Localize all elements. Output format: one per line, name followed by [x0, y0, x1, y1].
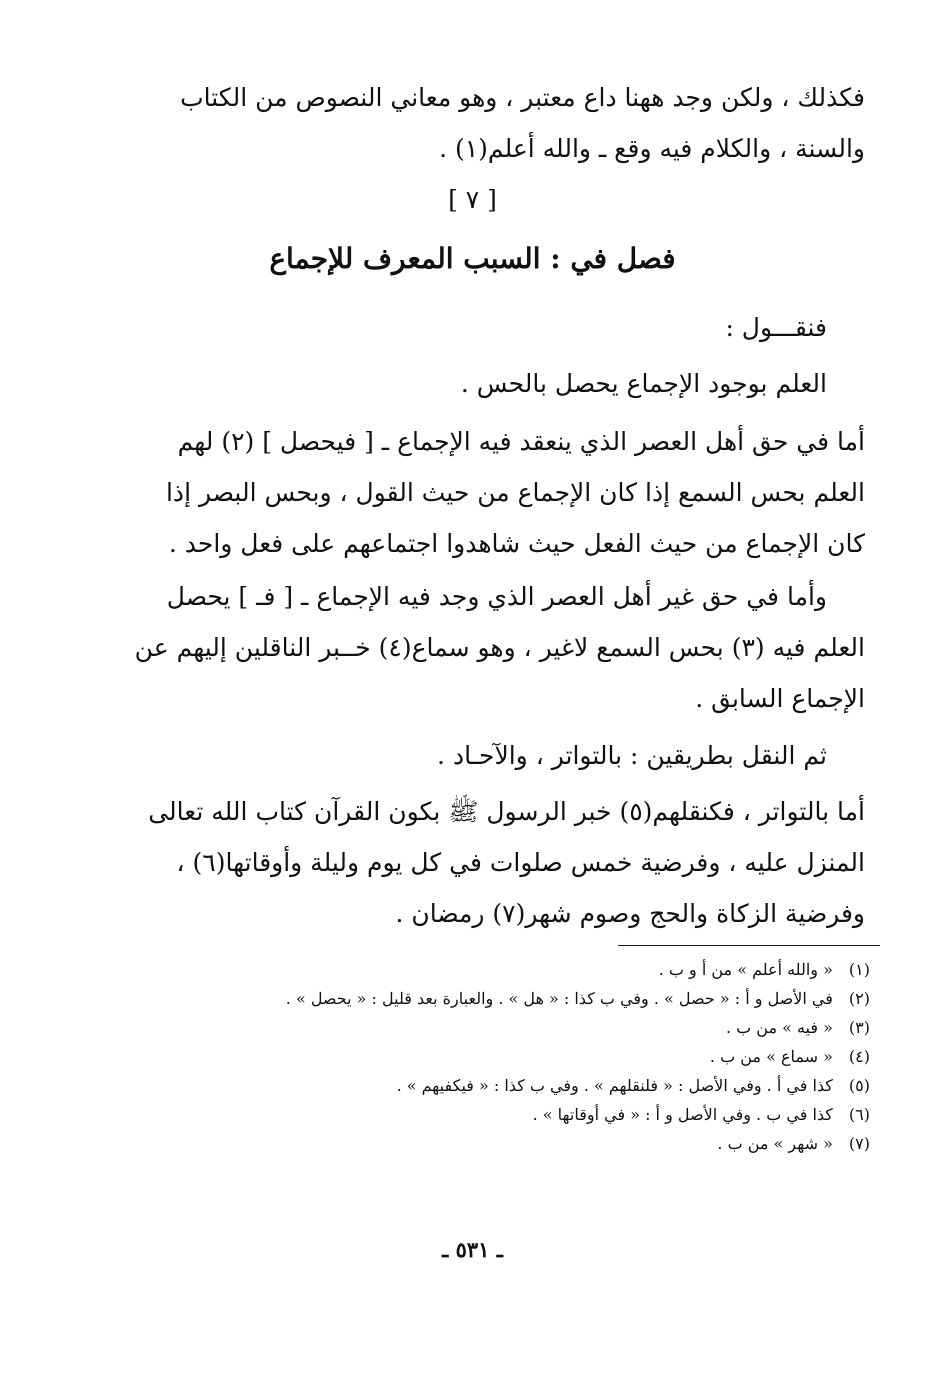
section-title: فصل في : السبب المعرف للإجماع: [269, 242, 676, 275]
footnote-text: كذا في ب . وفي الأصل و أ : « في أوقاتها » .: [532, 1105, 833, 1124]
text-line: والسنة ، والكلام فيه وقع ـ والله أعلم(١) .: [439, 134, 865, 163]
paragraph: [92, 358, 865, 409]
footnote-text: « فيه » من ب .: [725, 1018, 833, 1037]
text-line: ثم النقل بطريقين : بالتواتر ، والآحـاد .: [437, 741, 827, 770]
footnote-text: « شهر » من ب .: [717, 1134, 833, 1153]
footnote: [92, 984, 870, 1013]
text-line: كان الإجماع من حيث الفعل حيث شاهدوا اجتماعهم على فعل واحد .: [168, 529, 865, 558]
text-line: أما بالتواتر ، فكنقلهم(٥) خبر الرسول ﷺ بكون القرآن كتاب الله تعالى: [148, 797, 865, 826]
page-number: ـ ٥٣١ ـ: [442, 1237, 503, 1262]
paragraph: [92, 786, 865, 939]
text-line: العلم بوجود الإجماع يحصل بالحس .: [460, 369, 827, 398]
paragraph: [92, 571, 865, 724]
footnote: [92, 1100, 870, 1129]
text-line: فنقـــول :: [725, 313, 827, 342]
footnote-text: « سماع » من ب .: [709, 1047, 833, 1066]
footnote-text: في الأصل و أ : « حصل » . وفي ب كذا : « هل » . والعبارة بعد قليل : « يحصل » .: [285, 989, 833, 1008]
text-line: الإجماع السابق .: [695, 684, 865, 713]
footnote: [92, 1129, 870, 1158]
footnote-number: (٧): [848, 1134, 870, 1153]
section-number: [ ٧ ]: [448, 185, 497, 214]
footnotes: [92, 955, 870, 1158]
footnote: [92, 1042, 870, 1071]
footnote: [92, 1071, 870, 1100]
text-line: وأما في حق غير أهل العصر الذي وجد فيه الإجماع ـ [ فـ ] يحصل: [166, 582, 827, 611]
footnote-number: (٥): [848, 1076, 870, 1095]
text-line: وفرضية الزكاة والحج وصوم شهر(٧) رمضان .: [395, 899, 865, 928]
footnote-text: كذا في أ . وفي الأصل : « فلنقلهم » . وفي ب كذا : « فيكفيهم » .: [396, 1076, 833, 1095]
paragraph: [92, 416, 865, 569]
footnote-divider: [618, 945, 880, 946]
footnote-number: (٦): [848, 1105, 870, 1124]
text-line: فكذلك ، ولكن وجد ههنا داع معتبر ، وهو معاني النصوص من الكتاب: [180, 83, 865, 112]
footnote-text: « والله أعلم » من أ و ب .: [658, 960, 833, 979]
footnote-number: (٢): [848, 989, 870, 1008]
text-line: أما في حق أهل العصر الذي ينعقد فيه الإجماع ـ [ فيحصل ] (٢) لهم: [177, 427, 865, 456]
footnote-number: (١): [848, 960, 870, 979]
footnote-number: (٣): [848, 1018, 870, 1037]
opening-paragraph: [92, 72, 865, 174]
text-line: العلم فيه (٣) بحس السمع لاغير ، وهو سماع(٤) خــبر الناقلين إليهم عن: [134, 633, 865, 662]
footnote-number: (٤): [848, 1047, 870, 1066]
text-line: العلم بحس السمع إذا كان الإجماع من حيث القول ، وبحس البصر إذا: [165, 478, 865, 507]
footnote: [92, 955, 870, 984]
footnote: [92, 1013, 870, 1042]
paragraph: [92, 302, 865, 353]
paragraph: [92, 730, 865, 781]
text-line: المنزل عليه ، وفرضية خمس صلوات في كل يوم وليلة وأوقاتها(٦) ،: [176, 848, 865, 877]
